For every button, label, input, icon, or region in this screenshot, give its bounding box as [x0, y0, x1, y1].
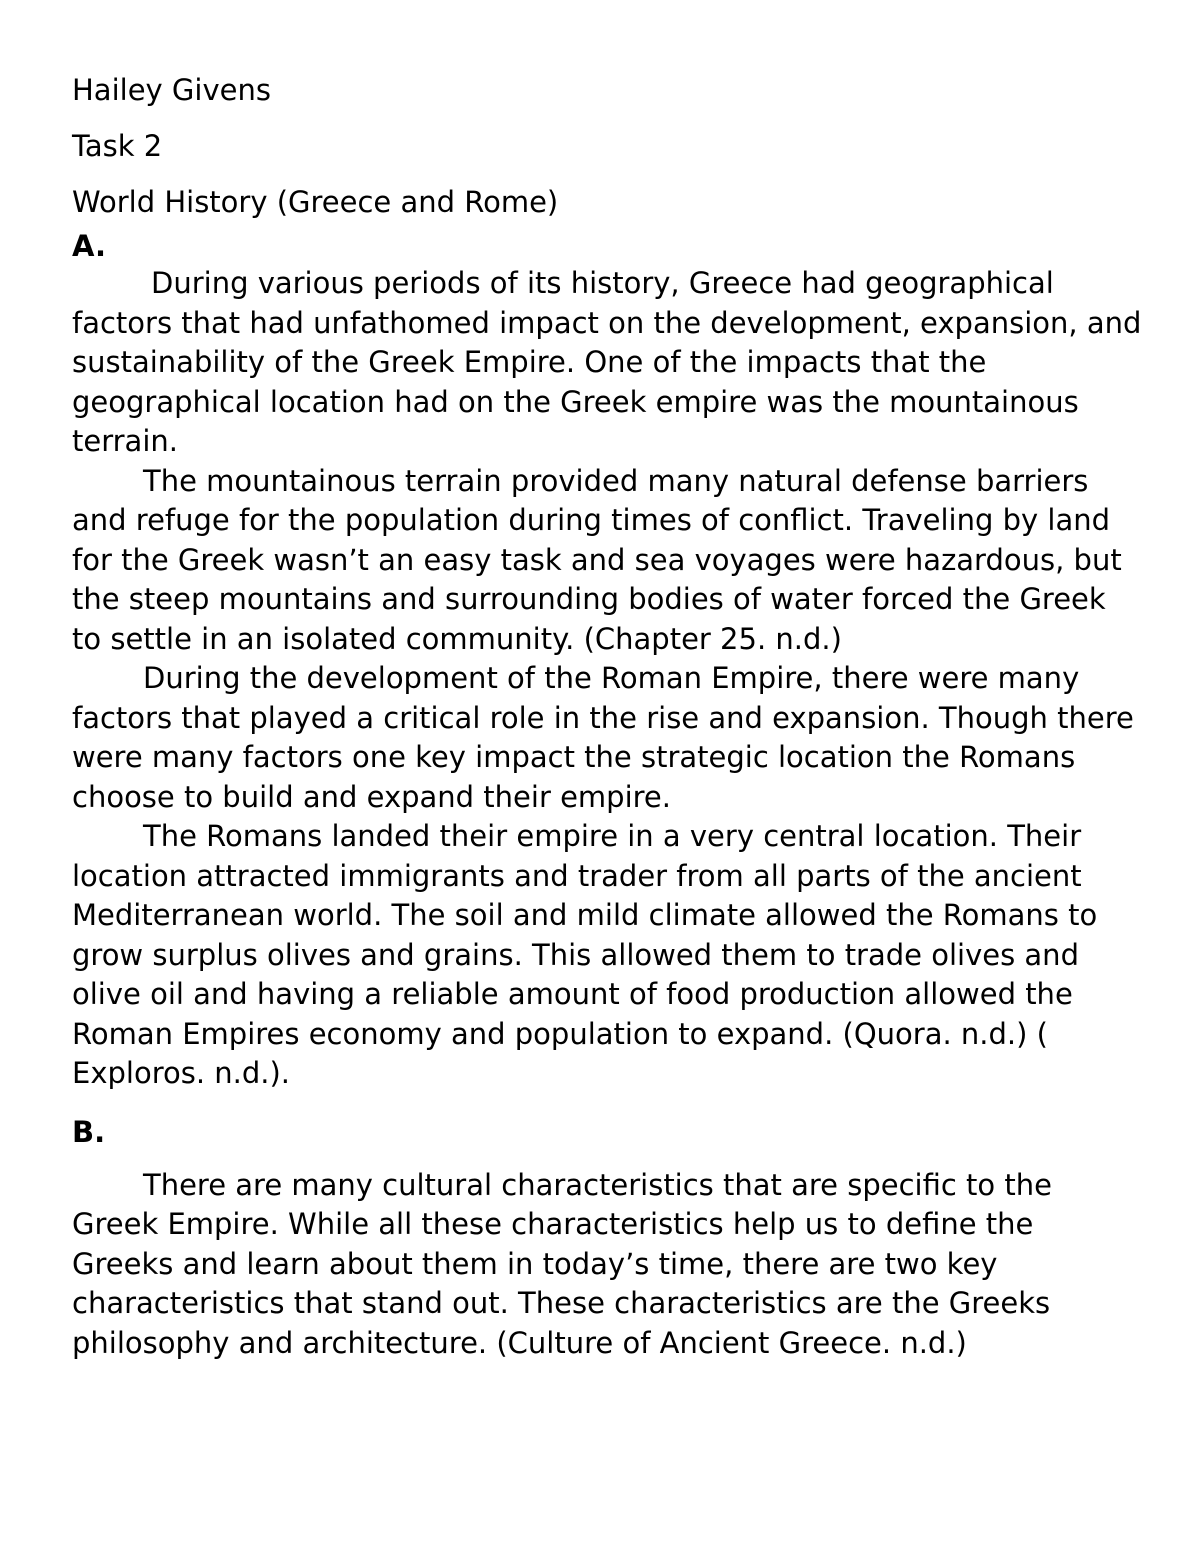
section-a-label: A.	[72, 229, 106, 263]
section-a-paragraph-4: The Romans landed their empire in a very central location. Their location attracted immigrants and trader from all parts of the ancient Mediterranean world. The soil and mild climate allowed the Romans to grow surplus olives and grains. This allowed them to trade olives and olive oil and having a reliable amount of food production allowed the Roman Empires economy and population to expand. (Quora. n.d.) ( Exploros. n.d.).	[72, 819, 1098, 1090]
section-a-paragraph-3: During the development of the Roman Empire, there were many factors that played a critical role in the rise and expansion. Though there were many factors one key impact the strategic location the Romans choose to build and expand their empire.	[72, 661, 1134, 814]
section-a-paragraph-1: During various periods of its history, Greece had geographical factors that had unfathomed impact on the development, expansion, and sustainability of the Greek Empire. One of the impacts that the geographical location had on the Greek empire was the mountainous terrain.	[72, 266, 1142, 458]
section-b-paragraph-1: There are many cultural characteristics that are specific to the Greek Empire. While all these characteristics help us to define the Greeks and learn about them in today’s time, there are two key characteristics that stand out. These characteristics are the Greeks philosophy and architecture. (Culture of Ancient Greece. n.d.)	[72, 1167, 1052, 1360]
task-title: Task 2	[72, 129, 163, 163]
document-page	[72, 72, 1142, 1363]
section-b-label: B.	[72, 1114, 106, 1149]
author-name: Hailey Givens	[72, 73, 271, 107]
course-title: World History (Greece and Rome)	[72, 185, 559, 219]
section-a-paragraph-2: The mountainous terrain provided many natural defense barriers and refuge for the population during times of conflict. Traveling by land for the Greek wasn’t an easy task and sea voyages were hazardous, but the steep mountains and surrounding bodies of water forced the Greek to settle in an isolated community. (Chapter 25. n.d.)	[72, 463, 1122, 656]
